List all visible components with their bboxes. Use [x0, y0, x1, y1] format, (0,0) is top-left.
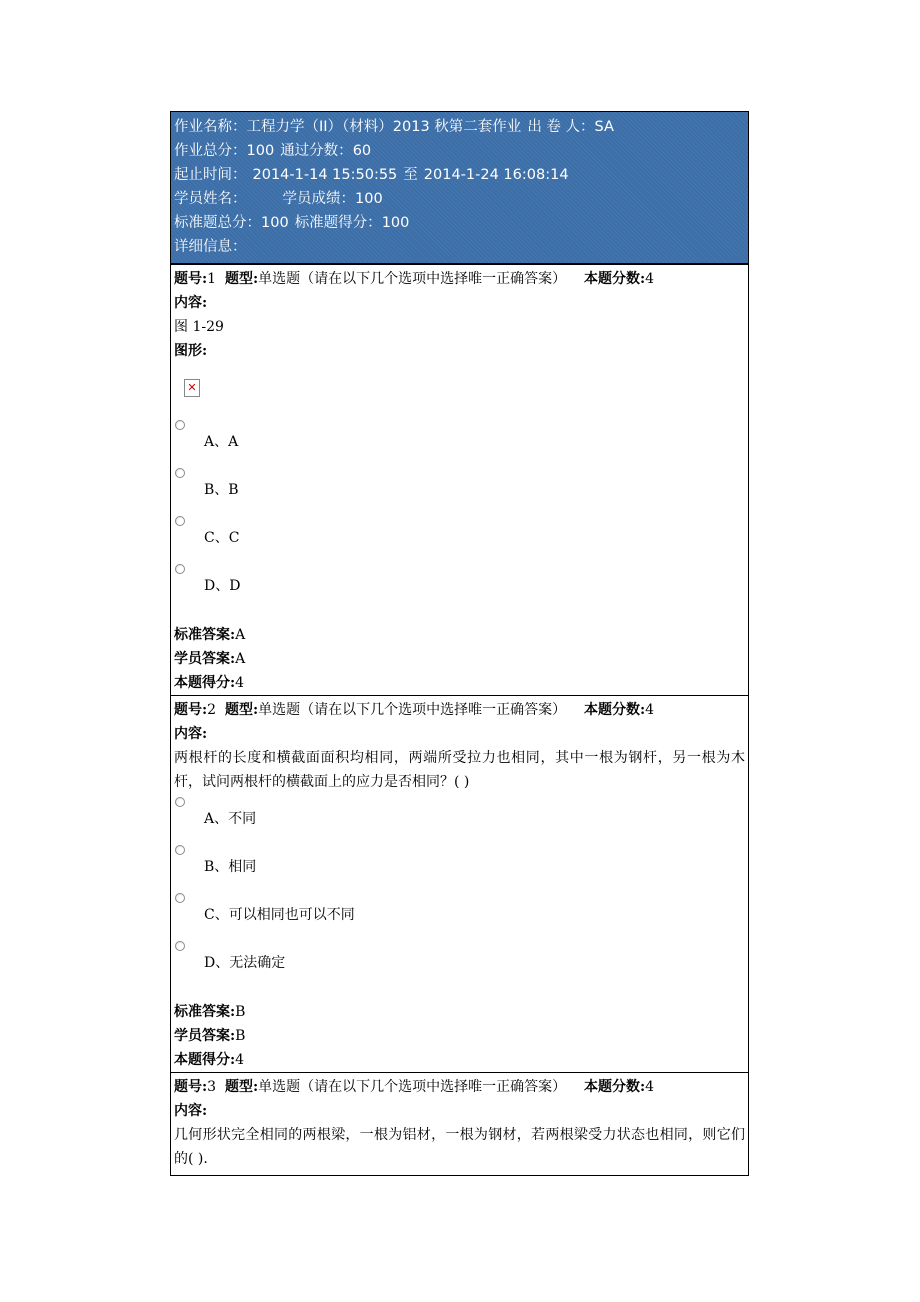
got-score-label: 本题得分: [174, 1052, 236, 1068]
qtype-label: 题型: [225, 702, 259, 718]
time-sep: 至 [403, 167, 418, 183]
stu-answer-value: A [235, 651, 246, 667]
detail-label: 详细信息： [174, 239, 247, 255]
option-c[interactable] [174, 890, 745, 938]
option-a[interactable] [174, 794, 745, 842]
option-label: D、D [204, 578, 241, 594]
got-score-value: 4 [235, 675, 245, 691]
content-label: 内容: [174, 1103, 208, 1119]
std-answer-label: 标准答案: [174, 1004, 236, 1020]
qscore-label: 本题分数: [583, 271, 646, 287]
option-label: C、C [204, 530, 240, 546]
header-row-standard [174, 211, 745, 235]
option-a[interactable] [174, 417, 745, 465]
qnum-value: 2 [207, 702, 217, 718]
qscore-value: 4 [645, 702, 655, 718]
qnum-label: 题号: [174, 702, 208, 718]
qnum-value: 1 [207, 271, 217, 287]
total-value: 100 [246, 143, 275, 159]
option-d[interactable] [174, 561, 745, 609]
header-row-detail [174, 235, 745, 259]
question-meta [174, 267, 745, 291]
option-label: C、可以相同也可以不同 [204, 907, 355, 923]
question-meta [174, 1075, 745, 1099]
header-row-time [174, 163, 745, 187]
radio-button[interactable] [175, 468, 185, 478]
std-answer-value: B [235, 1004, 246, 1020]
question-content: 几何形状完全相同的两根梁，一根为铝材，一根为钢材，若两根梁受力状态也相同，则它们的( ). [174, 1127, 745, 1167]
option-c[interactable] [174, 513, 745, 561]
option-label: A、A [204, 434, 239, 450]
qnum-label: 题号: [174, 271, 208, 287]
student-score-label: 学员成绩： [282, 191, 355, 207]
std-score-label: 标准题得分： [294, 215, 382, 231]
std-score-value: 100 [381, 215, 410, 231]
qtype-value: 单选题（请在以下几个选项中选择唯一正确答案） [258, 1079, 567, 1095]
std-answer-value: A [235, 627, 246, 643]
question-meta [174, 698, 745, 722]
question-2 [171, 695, 748, 1072]
pass-value: 60 [352, 143, 372, 159]
qscore-value: 4 [645, 271, 655, 287]
question-3 [171, 1072, 748, 1175]
radio-button[interactable] [175, 893, 185, 903]
header-row-scores [174, 139, 745, 163]
pass-label: 通过分数： [280, 143, 353, 159]
radio-button[interactable] [175, 564, 185, 574]
qtype-value: 单选题（请在以下几个选项中选择唯一正确答案） [258, 702, 567, 718]
option-label: A、不同 [204, 811, 257, 827]
broken-image-icon: ✕ [184, 379, 200, 397]
got-score [174, 1048, 745, 1072]
stu-answer [174, 647, 745, 671]
qnum-value: 3 [207, 1079, 217, 1095]
got-score-label: 本题得分: [174, 675, 236, 691]
qscore-value: 4 [645, 1079, 655, 1095]
question-content: 两根杆的长度和横截面面积均相同，两端所受拉力也相同，其中一根为钢杆，另一根为木杆，试问两根杆的横截面上的应力是否相同？( ) [174, 750, 745, 790]
student-score-value: 100 [355, 191, 383, 207]
radio-button[interactable] [175, 797, 185, 807]
qtype-label: 题型: [225, 1079, 259, 1095]
qtype-label: 题型: [225, 271, 259, 287]
std-total-value: 100 [261, 215, 289, 231]
std-answer [174, 623, 745, 647]
stu-answer-label: 学员答案: [174, 1028, 236, 1044]
got-score [174, 671, 745, 695]
time-start: 2014-1-14 15:50:55 [252, 167, 398, 183]
author-value: SA [594, 119, 614, 135]
figure-label: 图形: [174, 343, 208, 359]
std-answer-label: 标准答案: [174, 627, 236, 643]
time-end: 2014-1-24 16:08:14 [423, 167, 569, 183]
assignment-sheet [170, 111, 749, 1176]
name-label: 作业名称： [174, 119, 247, 135]
time-label: 起止时间： [174, 167, 247, 183]
content-label: 内容: [174, 295, 208, 311]
radio-button[interactable] [175, 941, 185, 951]
content-label: 内容: [174, 726, 208, 742]
qscore-label: 本题分数: [583, 1079, 646, 1095]
question-content: 图 1-29 [174, 319, 224, 335]
stu-answer-label: 学员答案: [174, 651, 236, 667]
total-label: 作业总分： [174, 143, 247, 159]
option-b[interactable] [174, 465, 745, 513]
qtype-value: 单选题（请在以下几个选项中选择唯一正确答案） [258, 271, 567, 287]
assignment-header [171, 112, 748, 264]
header-row-name [174, 115, 745, 139]
option-b[interactable] [174, 842, 745, 890]
header-row-student [174, 187, 745, 211]
option-label: B、B [204, 482, 239, 498]
radio-button[interactable] [175, 845, 185, 855]
radio-button[interactable] [175, 516, 185, 526]
got-score-value: 4 [235, 1052, 245, 1068]
author-label: 出 卷 人： [527, 119, 595, 135]
qscore-label: 本题分数: [583, 702, 646, 718]
stu-answer-value: B [235, 1028, 246, 1044]
option-label: B、相同 [204, 859, 257, 875]
std-answer [174, 1000, 745, 1024]
qnum-label: 题号: [174, 1079, 208, 1095]
stu-answer [174, 1024, 745, 1048]
name-value: 工程力学（II）（材料）2013 秋第二套作业 [246, 119, 522, 135]
std-total-label: 标准题总分： [174, 215, 261, 231]
option-label: D、无法确定 [204, 955, 286, 971]
student-name-label: 学员姓名： [174, 191, 247, 207]
question-1 [171, 264, 748, 695]
radio-button[interactable] [175, 420, 185, 430]
option-d[interactable] [174, 938, 745, 986]
